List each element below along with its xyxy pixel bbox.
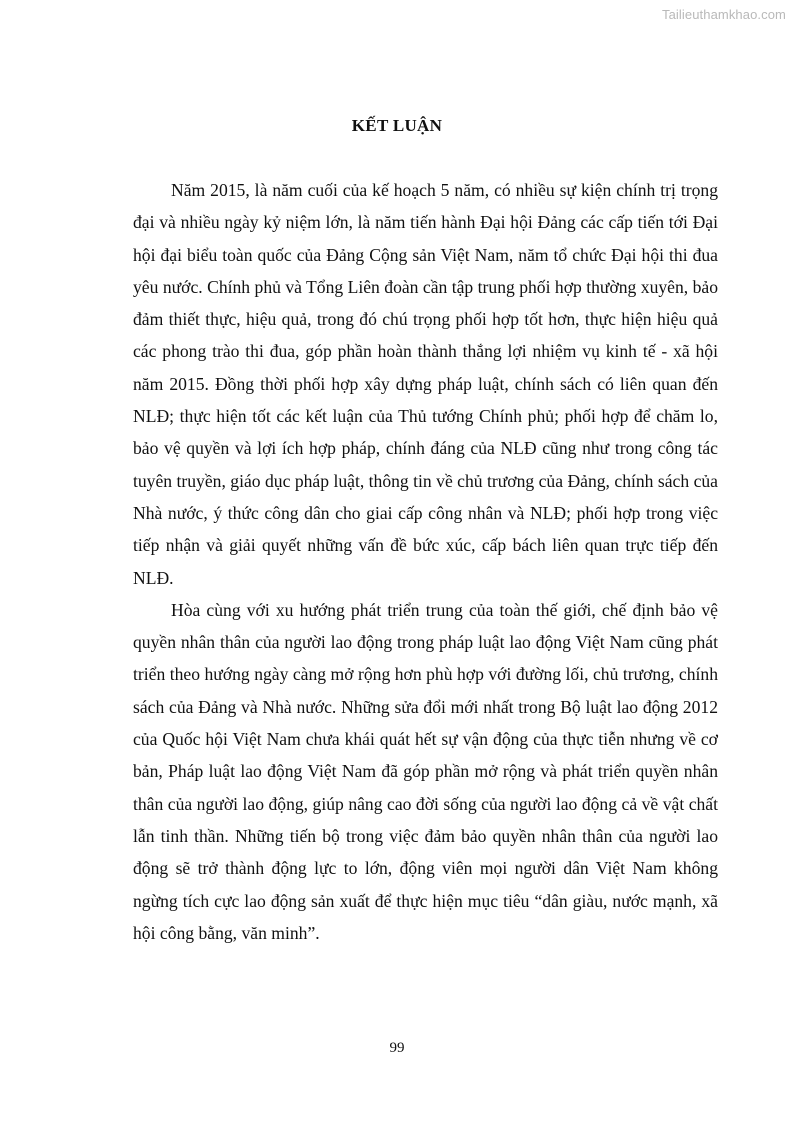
page-number: 99 [389, 1040, 405, 1056]
page-title: KẾT LUẬN [351, 116, 443, 135]
paragraph-1: Năm 2015, là năm cuối của kế hoạch 5 năm, có nhiều sự kiện chính trị trọng đại và nhiều ngày kỷ niệm lớn, là năm tiến hành Đại hội Đảng các cấp tiến tới Đại hội đại biểu toàn quốc của Đảng Cộng sản Việt Nam, năm tổ chức Đại hội thi đua yêu nước. Chính phủ và Tổng Liên đoàn cần tập trung phối hợp thường xuyên, bảo đảm thiết thực, hiệu quả, trong đó chú trọng phối hợp tốt hơn, thực hiện hiệu quả các phong trào thi đua, góp phần hoàn thành thắng lợi nhiệm vụ kinh tế - xã hội năm 2015. Đồng thời phối hợp xây dựng pháp luật, chính sách có liên quan đến NLĐ; thực hiện tốt các kết luận của Thủ tướng Chính phủ; phối hợp để chăm lo, bảo vệ quyền và lợi ích hợp pháp, chính đáng của NLĐ cũng như trong công tác tuyên truyền, giáo dục pháp luật, thông tin về chủ trương của Đảng, chính sách của Nhà nước, ý thức công dân cho giai cấp công nhân và NLĐ; phối hợp trong việc tiếp nhận và giải quyết những vấn đề bức xúc, cấp bách liên quan trực tiếp đến NLĐ. [133, 180, 718, 588]
paragraph-2: Hòa cùng với xu hướng phát triển trung của toàn thế giới, chế định bảo vệ quyền nhân thân của người lao động trong pháp luật lao động Việt Nam cũng phát triển theo hướng ngày càng mở rộng hơn phù hợp với đường lối, chủ trương, chính sách của Đảng và Nhà nước. Những sửa đổi mới nhất trong Bộ luật lao động 2012 của Quốc hội Việt Nam chưa khái quát hết sự vận động của thực tiễn nhưng về cơ bản, Pháp luật lao động Việt Nam đã góp phần mở rộng và phát triển quyền nhân thân của người lao động, giúp nâng cao đời sống của người lao động cả về vật chất lẫn tinh thần. Những tiến bộ trong việc đảm bảo quyền nhân thân của người lao động sẽ trở thành động lực to lớn, động viên mọi người dân Việt Nam không ngừng tích cực lao động sản xuất để thực hiện mục tiêu “dân giàu, nước mạnh, xã hội công bằng, văn minh”. [133, 599, 718, 943]
body-text [133, 174, 718, 949]
watermark: Tailieuthamkhao.com [661, 7, 786, 22]
